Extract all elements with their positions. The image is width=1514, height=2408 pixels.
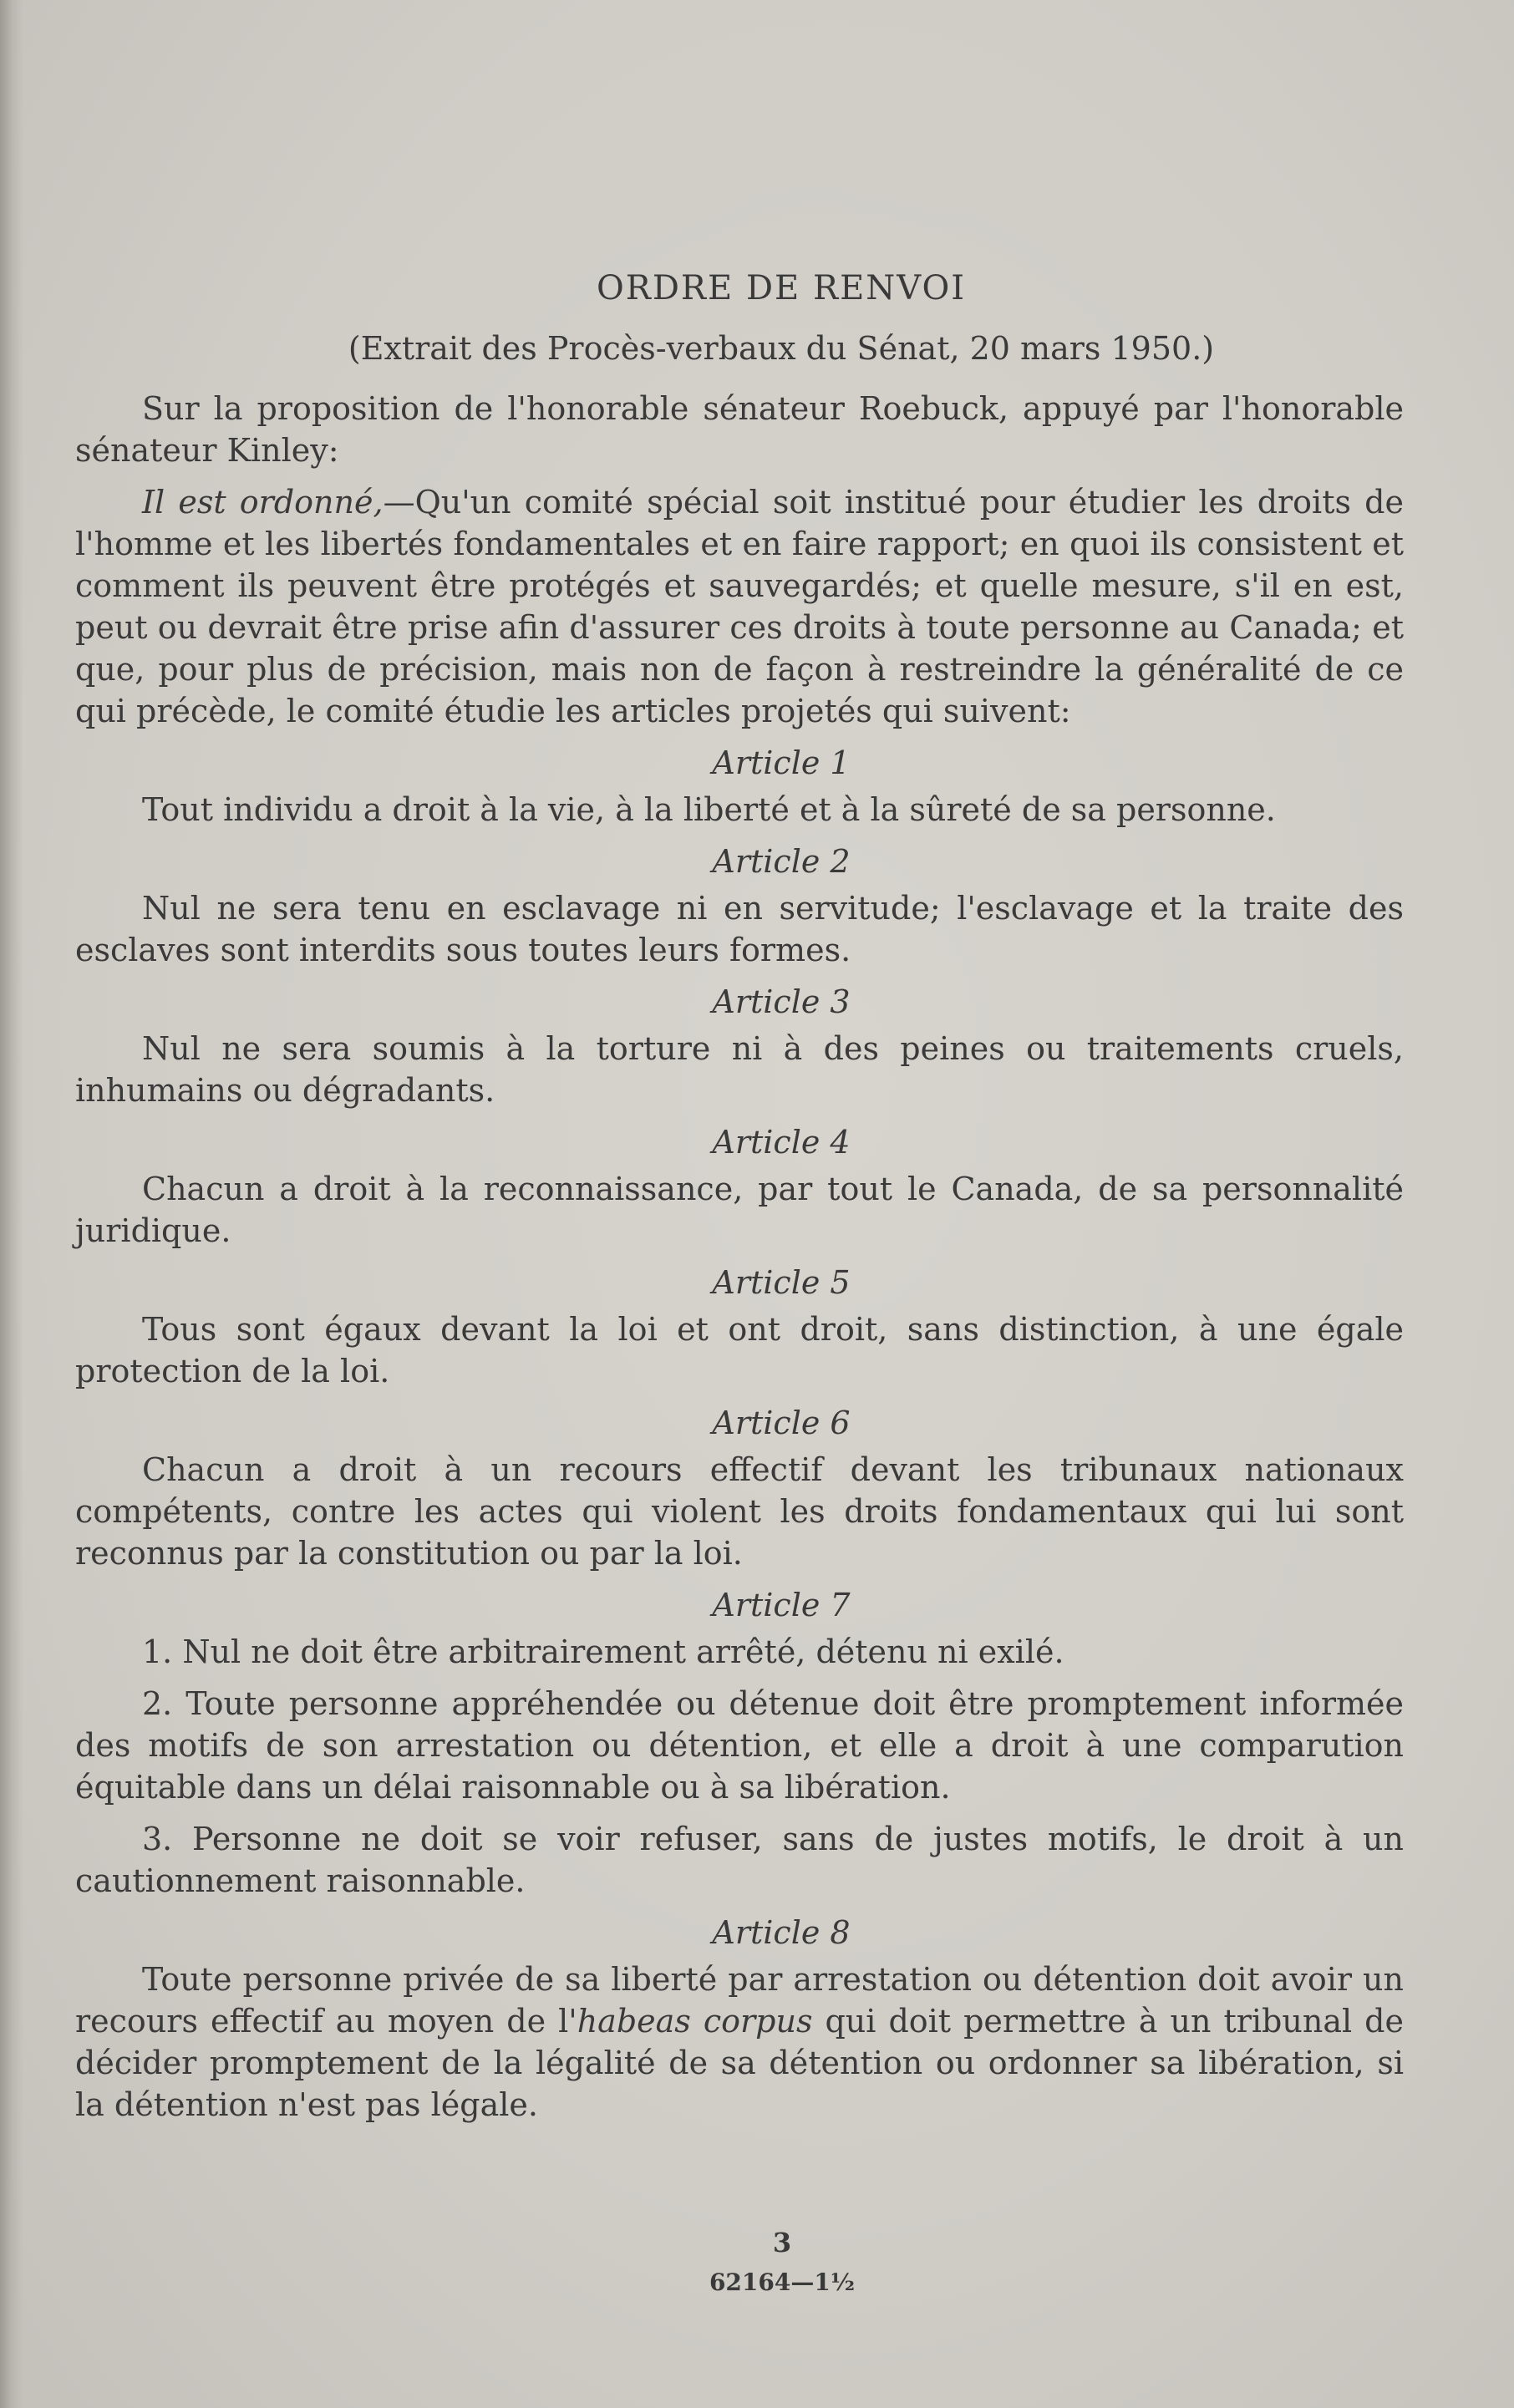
article-2-text: Nul ne sera tenu en esclavage ni en servitude; l'esclavage et la traite des esclaves sont interdits sous toutes leurs formes.: [75, 890, 1404, 968]
article-2-heading: Article 2: [712, 843, 851, 880]
article-1-heading: Article 1: [712, 744, 851, 781]
article-8-text-after: qui doit permettre à un tribunal de décider promptement de la légalité de sa détention ou ordonner sa libération, si la détention n'est pas légale.: [75, 2003, 1404, 2123]
document-subtitle: (Extrait des Procès-verbaux du Sénat, 20 mars 1950.): [348, 330, 1215, 367]
article-6-text: Chacun a droit à un recours effectif devant les tribunaux nationaux compétents, contre les actes qui violent les droits fondamentaux qui lui sont reconnus par la constitution ou par la loi.: [75, 1451, 1404, 1572]
article-5-text: Tous sont égaux devant la loi et ont droit, sans distinction, à une égale protection de la loi.: [75, 1311, 1404, 1389]
order-paragraph: [75, 481, 1404, 732]
article-8-habeas-corpus: habeas corpus: [577, 2003, 813, 2040]
article-3-heading: Article 3: [712, 983, 851, 1020]
page-number: 3: [772, 2227, 792, 2258]
document-body: [75, 267, 1404, 2136]
article-3-text: Nul ne sera soumis à la torture ni à des peines ou traitements cruels, inhumains ou dégradants.: [75, 1030, 1404, 1109]
article-8-text: [75, 1958, 1404, 2126]
article-7-clause-3: 3. Personne ne doit se voir refuser, sans de justes motifs, le droit à un cautionnement raisonnable.: [75, 1821, 1404, 1899]
page-binding-edge: [0, 0, 23, 2408]
article-8-text-before: Toute personne privée de sa liberté par arrestation ou détention doit avoir un recours effectif au moyen de l': [75, 1961, 1404, 2040]
document-title: ORDRE DE RENVOI: [596, 269, 967, 307]
article-8-heading: Article 8: [712, 1914, 851, 1951]
article-7-heading: Article 7: [712, 1587, 851, 1623]
print-code: 62164—1½: [709, 2268, 856, 2296]
article-7-clause-2: 2. Toute personne appréhendée ou détenue doit être promptement informée des motifs de son arrestation ou détention, et elle a droit à une comparution équitable dans un délai raisonnable ou à sa libération.: [75, 1685, 1404, 1806]
article-5-heading: Article 5: [712, 1264, 851, 1301]
article-4-heading: Article 4: [712, 1124, 851, 1161]
motion-paragraph: Sur la proposition de l'honorable sénateur Roebuck, appuyé par l'honorable sénateur Kinley:: [75, 390, 1404, 469]
article-6-heading: Article 6: [712, 1405, 851, 1441]
article-4-text: Chacun a droit à la reconnaissance, par tout le Canada, de sa personnalité juridique.: [75, 1171, 1404, 1249]
order-lead: Il est ordonné,: [142, 484, 384, 521]
article-1-text: Tout individu a droit à la vie, à la liberté et à la sûreté de sa personne.: [142, 791, 1276, 828]
order-text: —Qu'un comité spécial soit institué pour étudier les droits de l'homme et les libertés fondamentales et en faire rapport; en quoi ils consistent et comment ils peuvent être protégés et sauvegardés; et quelle mesure, s'il en est, peut ou devrait être prise afin d'assurer ces droits à toute personne au Canada; et que, pour plus de précision, mais non de façon à restreindre la généralité de ce qui précède, le comité étudie les articles projetés qui suivent:: [75, 484, 1404, 729]
article-7-clause-1: 1. Nul ne doit être arbitrairement arrêté, détenu ni exilé.: [142, 1633, 1064, 1670]
